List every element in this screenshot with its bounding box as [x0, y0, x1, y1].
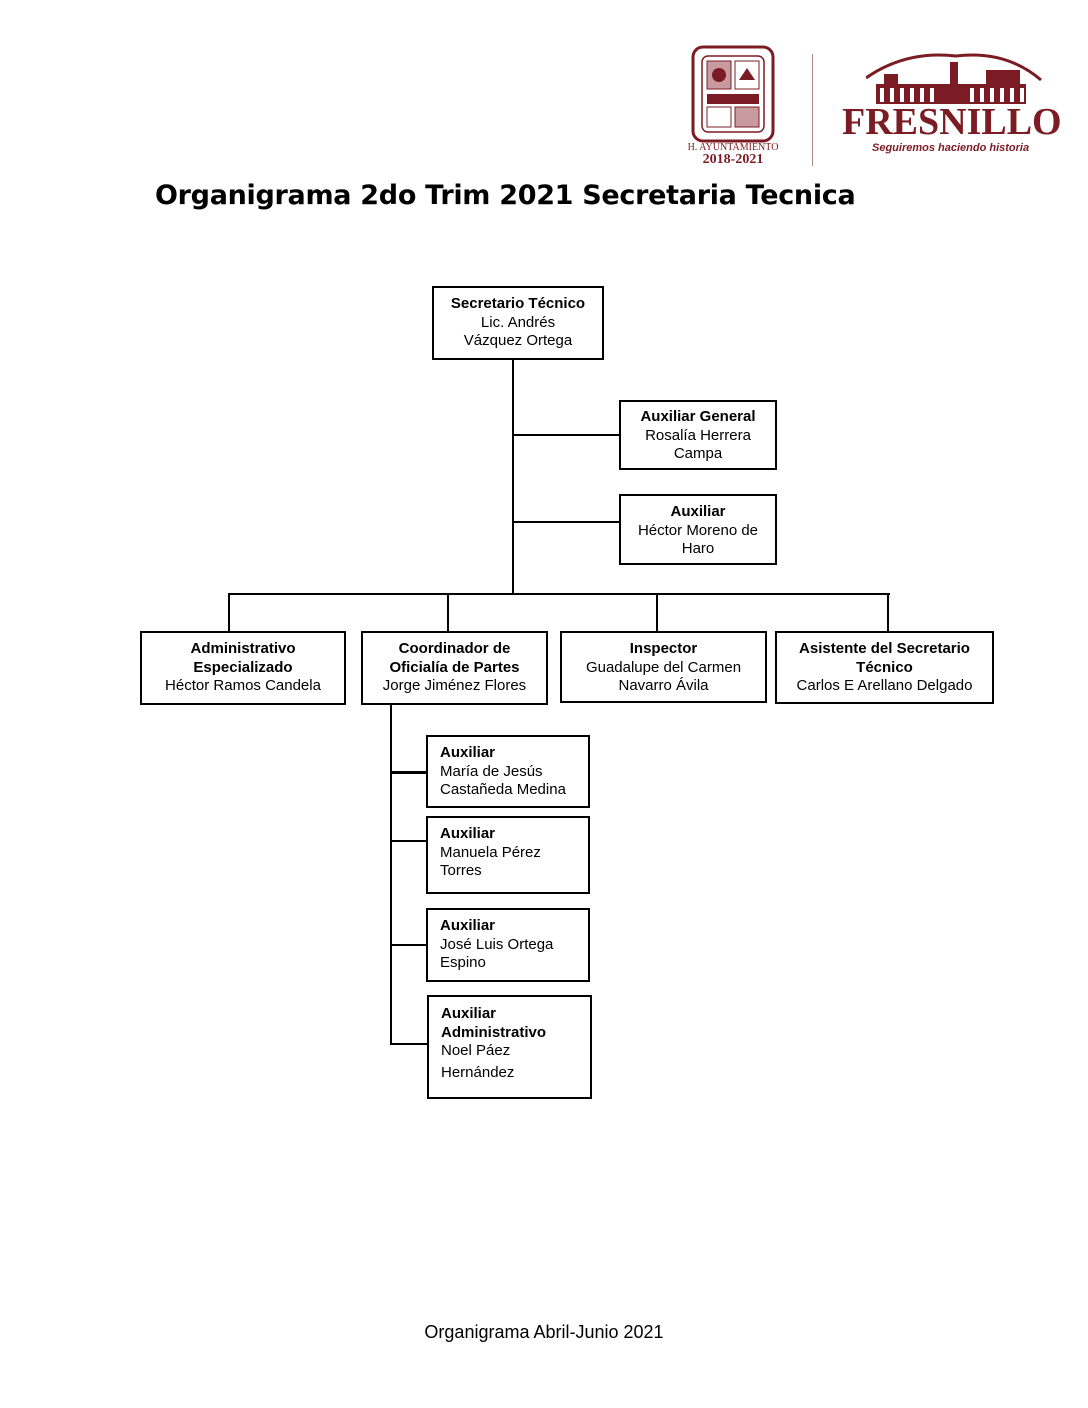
node-role: Técnico: [856, 658, 913, 676]
node-person: Héctor Moreno de: [637, 521, 759, 539]
node-sub-auxiliar-2: [426, 816, 590, 894]
node-role: Auxiliar: [441, 1005, 497, 1022]
node-person: Héctor Ramos Candela: [165, 677, 321, 694]
node-person: Guadalupe del Carmen: [585, 658, 742, 676]
node-role: Oficialía de Partes: [389, 658, 520, 676]
connector-aux-general: [513, 434, 620, 436]
connector-main-vertical: [512, 359, 514, 595]
connector-sub-1: [390, 771, 427, 774]
node-auxiliar: [619, 494, 777, 565]
node-person: Torres: [440, 862, 482, 879]
node-person: María de Jesús: [440, 762, 543, 780]
connector-sub-3: [390, 944, 427, 946]
connector-sub-vertical: [390, 704, 392, 1045]
node-person: Castañeda Medina: [440, 781, 566, 798]
connector-auxiliar: [513, 521, 620, 523]
node-role: Inspector: [629, 640, 698, 657]
node-person: Jorge Jiménez Flores: [382, 677, 527, 694]
connector-drop-asistente: [887, 593, 889, 632]
node-person: Lic. Andrés: [480, 313, 556, 331]
node-person: Manuela Pérez: [440, 843, 541, 861]
town-skyline-icon: [866, 48, 1046, 108]
node-sub-auxiliar-administrativo: [427, 995, 592, 1099]
seal-years: 2018-2021: [702, 152, 764, 167]
logo-divider: [812, 54, 813, 166]
node-person: Carlos E Arellano Delgado: [796, 677, 973, 694]
node-auxiliar-general: [619, 400, 777, 470]
node-sub-auxiliar-3: [426, 908, 590, 982]
node-person: Navarro Ávila: [618, 677, 709, 694]
node-secretario-tecnico: [432, 286, 604, 360]
fresnillo-logo: [842, 48, 1062, 158]
node-role: Auxiliar: [440, 917, 496, 934]
node-role: Auxiliar: [440, 744, 496, 761]
connector-drop-administrativo: [228, 593, 230, 632]
node-role: Administrativo: [190, 640, 296, 657]
municipal-seal: [687, 44, 779, 168]
page-title: Organigrama 2do Trim 2021 Secretaria Tecnica: [155, 180, 856, 211]
seal-icon: [690, 44, 776, 144]
connector-horizontal-bar: [228, 593, 890, 595]
connector-drop-inspector: [656, 593, 658, 632]
node-person: Campa: [673, 445, 723, 462]
brand-slogan: Seguiremos haciendo historia: [872, 142, 1030, 154]
node-person: Espino: [440, 954, 486, 971]
node-person: Rosalía Herrera: [645, 426, 751, 444]
seal-caption: H. AYUNTAMIENTO: [687, 142, 779, 153]
page-footer: Organigrama Abril-Junio 2021: [424, 1322, 664, 1342]
node-person: Hernández: [441, 1063, 515, 1081]
connector-drop-coordinador: [447, 593, 449, 632]
connector-sub-2: [390, 840, 427, 842]
node-role: Especializado: [193, 658, 293, 676]
node-sub-auxiliar-1: [426, 735, 590, 808]
node-administrativo-especializado: [140, 631, 346, 705]
node-person: Noel Páez: [441, 1042, 511, 1059]
node-role: Asistente del Secretario: [799, 640, 970, 657]
connector-sub-4: [390, 1043, 428, 1045]
node-role: Auxiliar: [670, 503, 726, 520]
node-inspector: [560, 631, 767, 703]
node-person: Vázquez Ortega: [463, 332, 573, 349]
node-role: Auxiliar: [440, 825, 496, 842]
node-coordinador-oficialia: [361, 631, 548, 705]
node-role: Secretario Técnico: [450, 295, 586, 312]
node-role: Auxiliar General: [640, 408, 756, 425]
node-person: Haro: [681, 540, 715, 557]
node-person: José Luis Ortega: [440, 935, 554, 953]
node-role: Coordinador de: [398, 640, 511, 657]
brand-name: FRESNILLO: [842, 101, 1062, 143]
node-asistente-secretario: [775, 631, 994, 704]
node-role: Administrativo: [441, 1023, 547, 1041]
